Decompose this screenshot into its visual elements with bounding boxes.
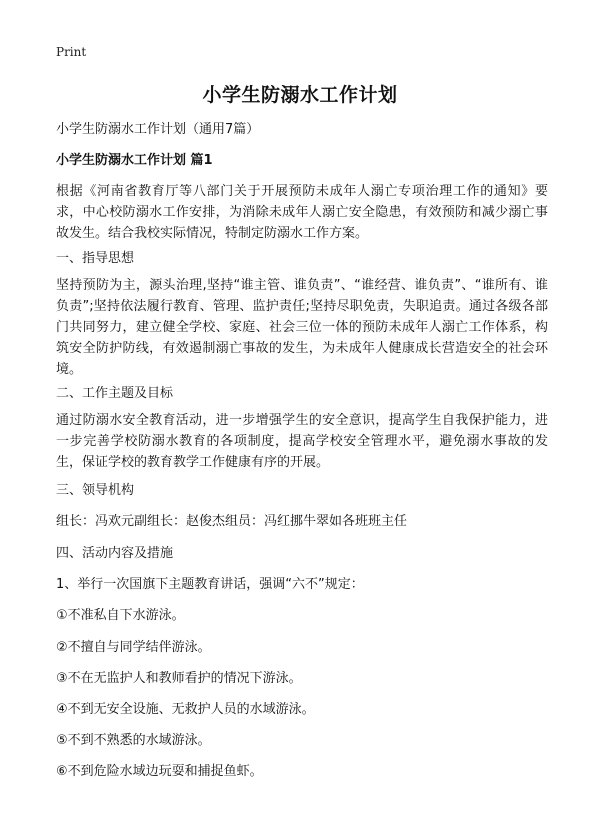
- rule-item: ⑤不到不熟悉的水域游泳。: [56, 733, 211, 748]
- intro-paragraph: 根据《河南省教育厅等八部门关于开展预防未成年人溺亡专项治理工作的通知》要求，中心校防溺水工作安排，为消除未成年人溺亡安全隐患，有效预防和减少溺亡事故发生。结合我校实际情况，特制定防溺水工作方案。: [56, 184, 548, 241]
- heading-theme-goals: 二、工作主题及目标: [56, 386, 174, 401]
- rule-item: ③不在无监护人和教师看护的情况下游泳。: [56, 671, 302, 686]
- goals-paragraph: 通过防溺水安全教育活动，进一步增强学生的安全意识，提高学生自我保护能力，进一步完善学校防溺水教育的各项制度，提高学校安全管理水平，避免溺水事故的发生，保证学校的教育教学工作健康有序的开展。: [56, 413, 548, 470]
- heading-activities: 四、活动内容及措施: [56, 546, 174, 561]
- print-label: Print: [56, 45, 87, 59]
- rule-item: ④不到无安全设施、无救护人员的水域游泳。: [56, 702, 315, 717]
- rule-item: ①不准私自下水游泳。: [56, 608, 185, 623]
- leadership-paragraph: 组长：冯欢元副组长：赵俊杰组员：冯红挪牛翠如各班班主任: [56, 514, 408, 529]
- document-title: 小学生防溺水工作计划: [202, 84, 398, 106]
- rule-item: ②不擅自与同学结伴游泳。: [56, 640, 211, 655]
- section-title: 小学生防溺水工作计划 篇1: [56, 153, 213, 168]
- document-subtitle: 小学生防溺水工作计划（通用7篇）: [56, 122, 260, 137]
- heading-guiding-principles: 一、指导思想: [56, 251, 135, 266]
- activity-item: 1、举行一次国旗下主题教育讲话，强调“六不”规定：: [56, 577, 364, 592]
- heading-leadership: 三、领导机构: [56, 483, 135, 498]
- guiding-paragraph: 坚持预防为主，源头治理,坚持“谁主管、谁负责”、“谁经营、谁负责”、“谁所有、谁负责”;坚持依法履行教育、管理、监护责任;坚持尽职免责，失职追责。通过各级各部门共同努力，建立健全学校、家庭、社会三位一体的预防未成年人溺亡工作体系，构筑安全防护防线，有效遏制溺亡事故的发生，为未成年人健康成长营造安全的社会环境。: [56, 278, 548, 377]
- rule-item: ⑥不到危险水域边玩耍和捕捉鱼虾。: [56, 764, 263, 779]
